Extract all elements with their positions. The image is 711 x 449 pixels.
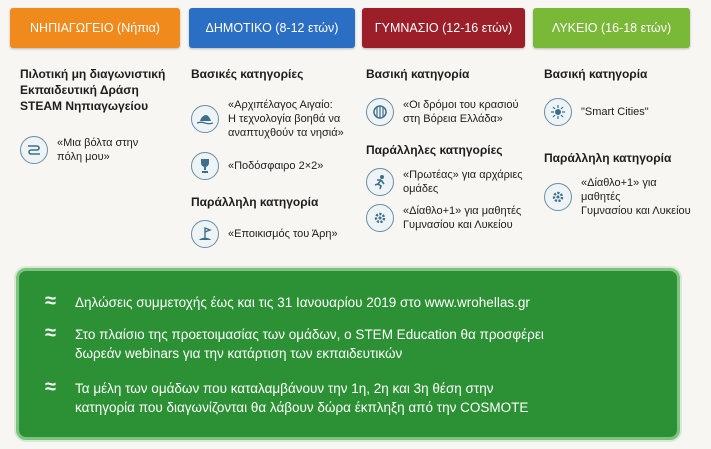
category-item-text: «Ποδόσφαιρο 2×2» [228, 160, 324, 172]
kindergarten-column [20, 66, 180, 164]
category-item [366, 204, 531, 232]
header-primary-label: ΔΗΜΟΤΙΚΟ (8-12 ετών) [205, 21, 339, 35]
info-line [45, 322, 544, 363]
smart-city-icon [544, 98, 572, 126]
category-item-text: «Αρχιπέλαγος Αιγαίο: Η τεχνολογία βοηθά να αναπτυχθούν τα νησιά» [228, 99, 344, 139]
category-item [366, 98, 531, 126]
wave-bullet-icon: ≈ [45, 290, 56, 312]
header-kindergarten-label: ΝΗΠΙΑΓΩΓΕΙΟ (Νήπια) [30, 21, 160, 35]
category-item-text: «Δίαθλο+1» για μαθητές Γυμνασίου και Λυκείου [403, 205, 522, 231]
header-lyceum [533, 8, 690, 48]
wave-bullet-icon: ≈ [45, 376, 56, 398]
info-line [45, 376, 529, 417]
category-item [191, 152, 359, 180]
info-line-text: Δηλώσεις συμμετοχής έως και τις 31 Ιανουαρίου 2019 στο www.wrohellas.gr [75, 295, 530, 310]
gymnasium-basic-title: Βασική κατηγορία [366, 67, 470, 81]
kindergarten-title: Πιλοτική μη διαγωνιστική Εκπαιδευτική Δράση STEAM Νηπιαγωγείου [20, 67, 166, 113]
info-line-text: Τα μέλη των ομάδων που καταλαμβάνουν την 1η, 2η και 3η θέση στην κατηγορία που διαγωνίζονται θα λάβουν δώρα έκπληξη από την COSMOTE [75, 381, 529, 415]
trophy-icon [191, 152, 219, 180]
category-item-text: «Πρωτέας» για αρχάριες ομάδες [403, 169, 523, 195]
category-item-text: «Μια βόλτα στην πόλη μου» [57, 137, 139, 163]
planet-flag-icon [191, 220, 219, 248]
aegean-islands-icon [191, 105, 219, 133]
category-item [191, 220, 359, 248]
header-kindergarten [10, 8, 180, 48]
primary-basic-title: Βασικές κατηγορίες [191, 67, 304, 81]
info-line [45, 290, 530, 312]
info-line-text: Στο πλαίσιο της προετοιμασίας των ομάδων, ο STEM Education θα προσφέρει δωρεάν webinars για την κατάρτιση των εκπαιδευτικών [75, 327, 544, 361]
category-item [366, 168, 531, 196]
primary-parallel-title: Παράλληλη κατηγορία [191, 195, 319, 209]
gymnasium-column [366, 66, 531, 232]
category-item-text: «Δίαθλο+1» για μαθητές Γυμνασίου και Λυκείου [581, 177, 691, 217]
gear-brain-icon [544, 183, 572, 211]
lyceum-basic-title: Βασική κατηγορία [544, 67, 648, 81]
gear-brain-icon [366, 204, 394, 232]
runner-icon [366, 168, 394, 196]
header-lyceum-label: ΛΥΚΕΙΟ (16-18 ετών) [551, 21, 672, 35]
category-item-text: "Smart Cities" [581, 106, 649, 118]
category-item [20, 136, 180, 164]
wave-bullet-icon: ≈ [45, 322, 56, 344]
category-item-text: «Εποικισμός του Άρη» [228, 228, 338, 240]
header-primary [189, 8, 355, 48]
primary-column [191, 66, 359, 248]
info-panel [16, 268, 680, 440]
category-item [191, 98, 359, 140]
header-gymnasium-label: ΓΥΜΝΑΣΙΟ (12-16 ετών) [374, 21, 513, 35]
header-gymnasium [362, 8, 525, 48]
category-item [544, 98, 694, 126]
category-item-text: «Οι δρόμοι του κρασιού στη Βόρεια Ελλάδα» [403, 99, 519, 125]
category-item [544, 176, 694, 218]
gymnasium-parallel-title: Παράλληλες κατηγορίες [366, 143, 503, 157]
lyceum-parallel-title: Παράλληλη κατηγορία [544, 151, 672, 165]
city-map-icon [20, 136, 48, 164]
lyceum-column [544, 66, 694, 218]
wine-barrel-icon [366, 98, 394, 126]
